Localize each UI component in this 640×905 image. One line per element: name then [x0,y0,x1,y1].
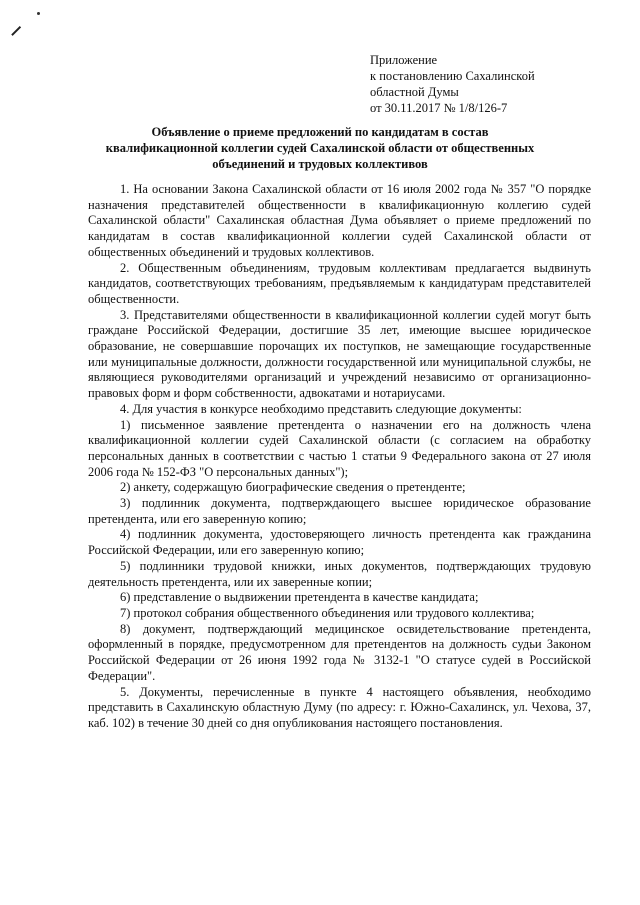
paragraph: 4. Для участия в конкурсе необходимо представить следующие документы: [120,401,522,416]
appendix-line: Приложение [370,53,438,67]
document-body [88,182,591,732]
scan-speck [37,12,40,15]
paragraph: 5) подлинники трудовой книжки, иных документов, подтверждающих трудовую деятельность претендента, или их заверенные копии; [88,558,591,589]
paragraph: 1) письменное заявление претендента о назначении его на должность члена квалификационной коллегии судей Сахалинской области (с согласием на обработку персональных данных в соответствии с частью 1 статьи 9 Федерального закона от 27 июля 2006 года № 152-ФЗ "О персональных данных"); [88,417,591,479]
paragraph: 3. Представителями общественности в квалификационной коллегии судей могут быть граждане Российской Федерации, достигшие 35 лет, имеющие высшее юридическое образование, не совершавшие порочащих их поступков, не замещающие государственные или муниципальные должности, должности государственной или муниципальной службы, не являющиеся руководителями организаций и учреждений независимо от организационно-правовых форм и форм собственности, адвокатами и нотариусами. [88,307,591,401]
document-title: Объявление о приеме предложений по кандидатам в состав квалификационной коллегии судей Сахалинской области от общественных объединений и трудовых коллективов [105,125,535,171]
paragraph: 2) анкету, содержащую биографические сведения о претенденте; [120,480,466,495]
paragraph: 8) документ, подтверждающий медицинское освидетельствование претендента, оформленный в порядке, предусмотренном для претендентов на должность судьи Законом Российской Федерации от 26 июня 1992 года № 3132-1 "О статусе судей в Российской Федерации". [88,621,591,683]
paragraph: 1. На основании Закона Сахалинской области от 16 июля 2002 года № 357 "О порядке назначения представителей общественности в квалификационную коллегию судей Сахалинской области" Сахалинская областная Дума объявляет о приеме предложений по кандидатам в состав квалификационной коллегии судей Сахалинской области от общественных объединений и трудовых коллективов. [88,182,591,259]
appendix-line: областной Думы [370,85,459,99]
paragraph: 6) представление о выдвижении претендента в качестве кандидата; [120,590,479,605]
scan-mark [11,26,21,36]
paragraph: 7) протокол собрания общественного объединения или трудового коллектива; [120,605,535,620]
paragraph: 4) подлинник документа, удостоверяющего личность претендента как гражданина Российской Федерации, или его заверенную копию; [88,527,591,558]
paragraph: 3) подлинник документа, подтверждающего высшее юридическое образование претендента, или его заверенную копию; [88,496,591,526]
appendix-line: к постановлению Сахалинской [370,69,535,83]
paragraph: 2. Общественным объединениям, трудовым коллективам предлагается выдвинуть кандидатов, соответствующих требованиям, предъявляемым к кандидатурам представителей общественности. [88,260,591,306]
appendix-line: от 30.11.2017 № 1/8/126-7 [370,101,508,115]
paragraph: 5. Документы, перечисленные в пункте 4 настоящего объявления, необходимо представить в Сахалинскую областную Думу (по адресу: г. Южно-Сахалинск, ул. Чехова, 37, каб. 102) в течение 30 дней со дня опубликования настоящего постановления. [88,684,591,730]
appendix-header [370,52,535,116]
